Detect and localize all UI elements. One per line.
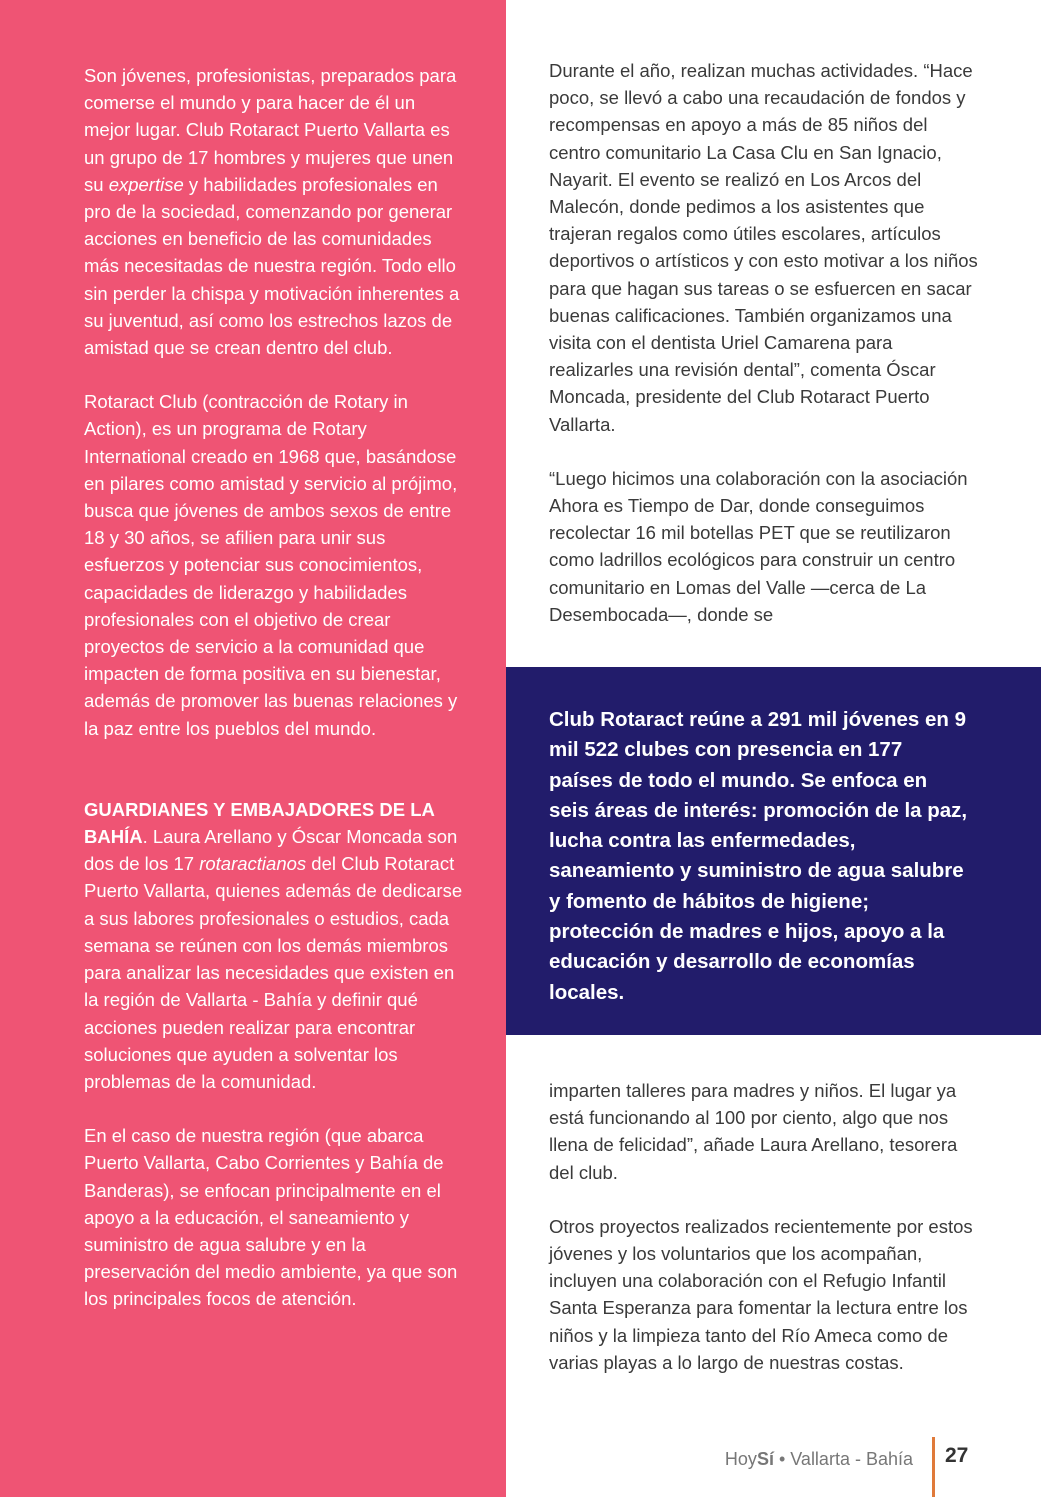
left-column	[84, 62, 464, 1313]
callout-text: Club Rotaract reúne a 291 mil jóvenes en 9 mil 522 clubes con presencia en 177 países de todo el mundo. Se enfoca en seis áreas de interés: promoción de la paz, lucha contra las enfermedades, saneamiento y suministro de agua salubre y fomento de hábitos de higiene; protección de madres e hijos, apoyo a la educación y desarrollo de economías locales.	[549, 708, 968, 1004]
page-number: 27	[945, 1444, 969, 1467]
rotaractianos-term: rotaractianos	[199, 853, 307, 875]
right-paragraph-other-projects: Otros proyectos realizados recientemente por estos jóvenes y los voluntarios que los acompañan, incluyen una colaboración con el Refugio Infantil Santa Esperanza para fomentar la lectura entre los niños y la limpieza tanto del Río Ameca como de varias playas a lo largo de nuestras costas.	[549, 1215, 973, 1373]
left-paragraph-rotaract: Rotaract Club (contracción de Rotary in Action), es un programa de Rotary International creado en 1968 que, basándose en pilares como amistad y servicio al prójimo, busca que jóvenes de ambos sexos de entre 18 y 30 años, se afilien para unir sus esfuerzos y potenciar sus conocimientos, capacidades de liderazgo y habilidades profesionales con el objetivo de crear proyectos de servicio a la comunidad que impacten de forma positiva en su bienestar, además de promover las buenas relaciones y la paz entre los pueblos del mundo.	[84, 391, 458, 739]
right-column-top	[549, 57, 981, 628]
right-paragraph-continuation: imparten talleres para madres y niños. El lugar ya está funcionando al 100 por ciento, algo que nos llena de felicidad”, añade Laura Arellano, tesorera del club.	[549, 1080, 958, 1183]
left-paragraph-intro: Son jóvenes, profesionistas, preparados para comerse el mundo y para hacer de él un mejor lugar. Club Rotaract Puerto Vallarta es un grupo de 17 hombres y mujeres que unen su expertise y habilidades profesionales en pro de la sociedad, comenzando por generar acciones en beneficio de las comunidades más necesitadas de nuestra región. Todo ello sin perder la chispa y motivación inherentes a su juventud, así como los estrechos lazos de amistad que se crean dentro del club.	[84, 65, 460, 359]
right-paragraph-collaboration: “Luego hicimos una colaboración con la asociación Ahora es Tiempo de Dar, donde conseguimos recolectar 16 mil botellas PET que se reutilizaron como ladrillos ecológicos para construir un centro comunitario en Lomas del Valle —cerca de La Desembocada—, donde se	[549, 467, 968, 625]
callout-box	[506, 667, 1041, 1035]
right-column-bottom	[549, 1077, 981, 1376]
footer-divider	[932, 1437, 935, 1497]
section-heading: GUARDIANES Y EMBAJADORES DE LA BAHÍA	[84, 798, 435, 848]
right-paragraph-activities: Durante el año, realizan muchas actividades. “Hace poco, se llevó a cabo una recaudación de fondos y recompensas en apoyo a más de 85 niños del centro comunitario La Casa Clu en San Ignacio, Nayarit. El evento se realizó en Los Arcos del Malecón, donde pedimos a los asistentes que trajeran regalos como útiles escolares, artículos deportivos o artísticos y con esto motivar a los niños para que hagan sus tareas o se esfuercen en sacar buenas calificaciones. También organizamos una visita con el dentista Uriel Camarena para realizarles una revisión dental”, comenta Óscar Moncada, presidente del Club Rotaract Puerto Vallarta.	[549, 60, 978, 435]
left-paragraph-guardianes: GUARDIANES Y EMBAJADORES DE LA BAHÍA. Laura Arellano y Óscar Moncada son dos de los 17 rotaractianos del Club Rotaract Puerto Vallarta, quienes además de dedicarse a sus labores profesionales o estudios, cada semana se reúnen con los demás miembros para analizar las necesidades que existen en la región de Vallarta - Bahía y definir qué acciones pueden realizar para encontrar soluciones que ayuden a solventar los problemas de la comunidad.	[84, 798, 463, 1092]
publication-name: HoySí • Vallarta - Bahía	[724, 1449, 913, 1469]
expertise-term: expertise	[108, 173, 184, 195]
left-paragraph-region: En el caso de nuestra región (que abarca Puerto Vallarta, Cabo Corrientes y Bahía de Banderas), se enfocan principalmente en el apoyo a la educación, el saneamiento y suministro de agua salubre y en la preservación del medio ambiente, ya que son los principales focos de atención.	[84, 1125, 458, 1310]
